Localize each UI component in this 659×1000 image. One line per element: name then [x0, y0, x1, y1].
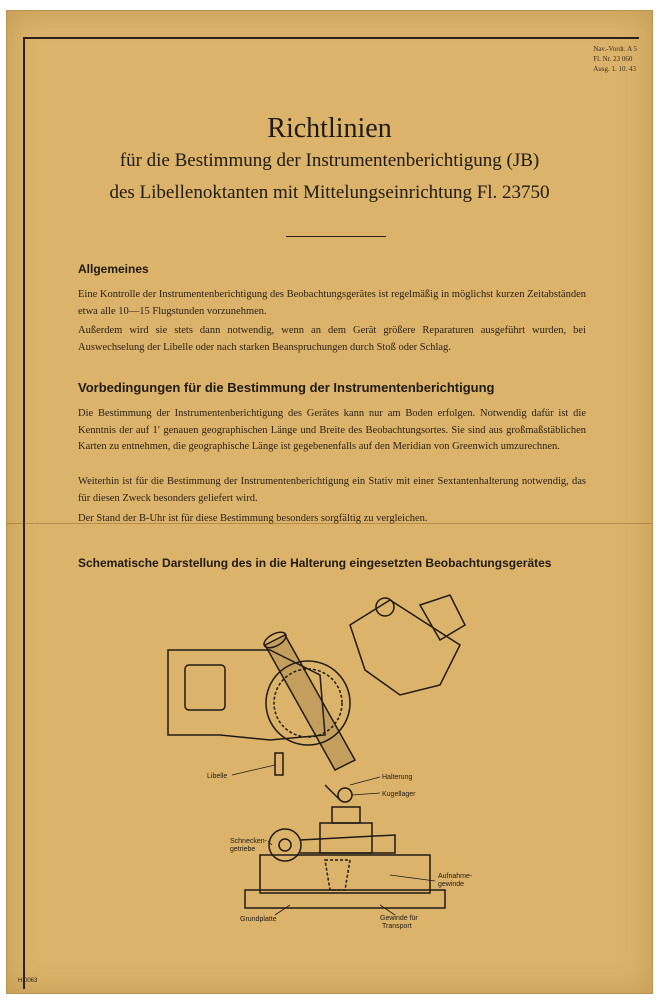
paragraph-general-2: Außerdem wird sie stets dann notwendig, wenn an dem Gerät größere Reparaturen ausgeführt wurden, bei Auswechselung der Libelle oder nach starken Beanspruchungen durch Stoß oder Schlag. — [78, 325, 586, 353]
issue-date: Ausg. 1. 10. 43 — [593, 65, 637, 73]
paragraph-prereq-2: Weiterhin ist für die Bestimmung der Instrumentenberichtigung ein Stativ mit einer Sextantenhalterung notwendig, das für diesen Zweck besonders geliefert wird. — [78, 476, 586, 504]
label-gewinde-1: Gewinde für — [380, 915, 418, 922]
leader-aufnahme — [390, 875, 435, 881]
level-vial-shape — [275, 753, 283, 775]
form-number: Nav.-Vordr. A 5 — [593, 45, 637, 53]
paragraph-general-1: Eine Kontrolle der Instrumentenberichtigung des Beobachtungsgerätes ist regelmäßig in möglichst kurzen Zeitabständen etwa alle 10—15 Flugstunden vorzunehmen. — [78, 289, 586, 317]
label-gewinde-2: Transport — [382, 923, 412, 930]
print-code: H 0063 — [18, 978, 38, 984]
label-schnecke-1: Schnecken- — [230, 838, 267, 845]
flight-number: Fl. Nr. 23 060 — [593, 55, 633, 63]
instrument-diagram — [150, 585, 510, 940]
leader-gewinde — [380, 905, 395, 915]
label-schnecke-2: getriebe — [230, 846, 256, 853]
document-title: Richtlinien — [267, 113, 392, 144]
label-aufnahme-1: Aufnahme- — [438, 873, 473, 880]
worm-shaft-shape — [300, 835, 395, 853]
document-subtitle-2: des Libellenoktanten mit Mittelungseinrichtung Fl. 23750 — [109, 182, 550, 203]
paragraph-prereq-1: Die Bestimmung der Instrumentenberichtigung des Gerätes kann nur am Boden erfolgen. Notwendig dafür ist die Kenntnis der auf 1′ genauen geographischen Länge und Breite des Beobachtungsortes. Sie sind aus großmaßstäblichen Karten zu entnehmen, die geographische Länge ist gegebenenfalls auf den Meridian von Greenwich umzurechnen. — [78, 408, 586, 452]
label-halterung: Halterung — [382, 774, 413, 781]
form-reference — [593, 44, 637, 74]
mount-thread-shape — [325, 860, 350, 890]
column-cap-shape — [332, 807, 360, 823]
label-grundplatte: Grundplatte — [240, 916, 277, 923]
mount-plate-window — [185, 665, 225, 710]
leader-halterung — [350, 777, 380, 785]
worm-gear-shape — [269, 829, 301, 861]
ball-joint-shape — [338, 788, 352, 802]
label-aufnahme-2: gewinde — [438, 881, 465, 888]
heading-general: Allgemeines — [78, 262, 149, 276]
label-kugellager: Kugellager — [382, 791, 416, 798]
leader-kugellager — [352, 793, 380, 795]
heading-figure: Schematische Darstellung des in die Halterung eingesetzten Beobachtungsgerätes — [78, 556, 552, 570]
leader-grundplatte — [275, 905, 290, 915]
paragraph-prereq-3: Der Stand der B-Uhr ist für diese Bestimmung besonders sorgfältig zu vergleichen. — [78, 513, 428, 524]
heading-prerequisites: Vorbedingungen für die Bestimmung der Instrumentenberichtigung — [78, 380, 495, 395]
document-subtitle-1: für die Bestimmung der Instrumentenberichtigung (JB) — [119, 150, 540, 171]
leader-libelle — [232, 765, 275, 775]
title-divider — [286, 236, 386, 237]
sextant-frame-shape — [350, 600, 460, 695]
label-libelle: Libelle — [207, 773, 228, 780]
worm-gear-hub-shape — [279, 839, 291, 851]
